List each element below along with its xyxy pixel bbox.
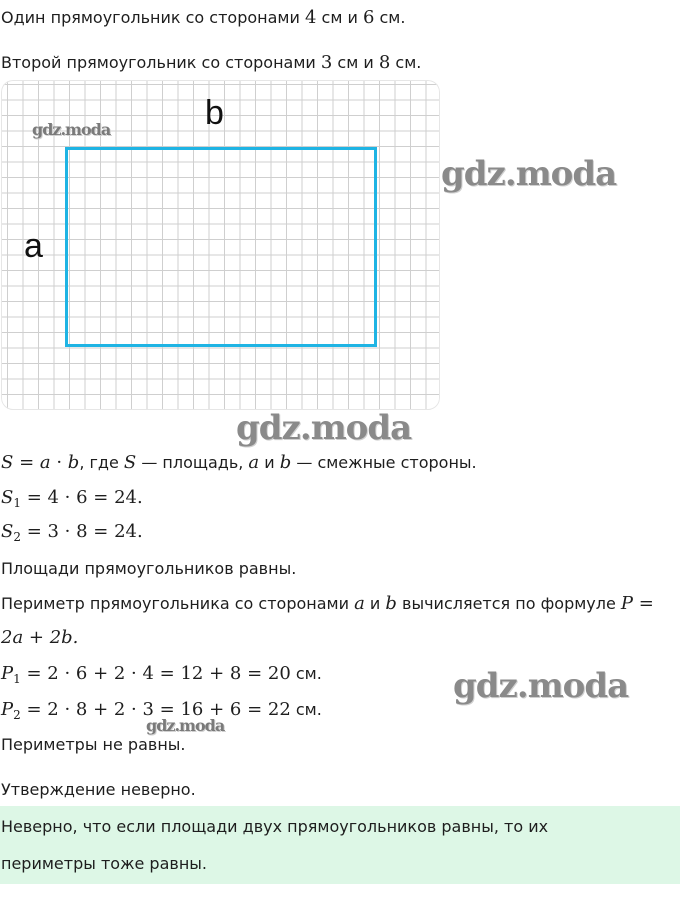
conclusion-line-2: периметры тоже равны. [1, 854, 207, 873]
perimeter-intro: Периметр прямоугольника со сторонами a и b вычисляется по формуле P = [1, 593, 654, 614]
perimeter-p1: $P_1 = 2 \cdot 6 + 2 \cdot 4 = 12 + 8 = 20$ см. [1, 663, 322, 687]
area-formula: S = a · b, где S — площадь, a и b — смежные стороны. [1, 452, 477, 473]
text-statement-false: Утверждение неверно. [1, 780, 196, 799]
watermark-logo: gdz.moda [453, 666, 629, 706]
watermark-logo: gdz.moda [146, 716, 225, 735]
watermark-logo: gdz.moda [236, 408, 412, 448]
area-s2: $S_2 = 3 \cdot 8 = 24$. [1, 521, 143, 545]
side-label-a: a [24, 227, 43, 265]
area-s1: $S_1 = 4 \cdot 6 = 24$. [1, 487, 143, 511]
text-perimeters-not-equal: Периметры не равны. [1, 735, 186, 754]
rectangle-shape [65, 147, 377, 347]
text-rect1: Один прямоугольник со сторонами 4 см и 6 см. [1, 7, 406, 28]
watermark-logo: gdz.moda [441, 154, 617, 194]
perimeter-p2: $P_2 = 2 \cdot 8 + 2 \cdot 3 = 16 + 6 = 22$ см. [1, 699, 322, 723]
watermark-logo: gdz.moda [32, 120, 111, 139]
side-label-b: b [205, 94, 224, 132]
perimeter-formula: 2a + 2b. [1, 627, 79, 648]
text-rect2: Второй прямоугольник со сторонами 3 см и 8 см. [1, 52, 422, 73]
conclusion-line-1: Неверно, что если площади двух прямоугольников равны, то их [1, 817, 549, 836]
text-areas-equal: Площади прямоугольников равны. [1, 559, 297, 578]
